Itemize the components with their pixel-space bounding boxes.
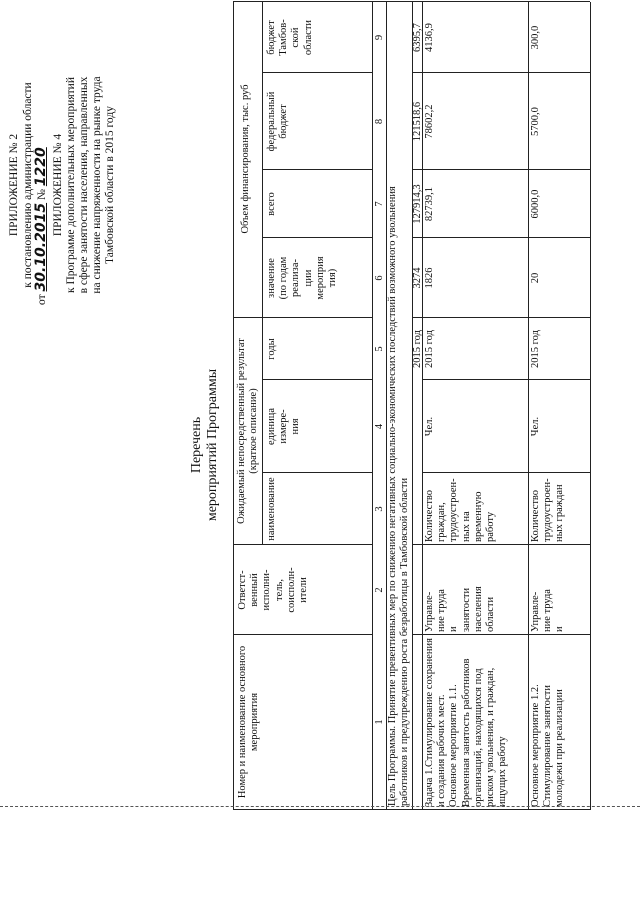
totals-value: 3274 xyxy=(412,267,423,289)
page-title: Перечень xyxy=(189,416,204,474)
row2-regional: 300,0 xyxy=(530,25,541,50)
row1-unit: Чел. xyxy=(424,416,435,437)
col-num-6: 6 xyxy=(374,275,385,281)
col-header-financing: Объем финансирования, тыс. руб xyxy=(240,84,251,234)
program-line-3: на снижение напряженности на рынке труда xyxy=(91,76,103,294)
row1-result-name: Количество граждан, трудоустроен- ных на временную работу xyxy=(424,478,497,542)
program-goal: Цель Программы. Принятие превентивных мер по снижению негативных социально-экономических последствий возможного увольнения работников и предупреждению роста безработицы в Тамбовской области xyxy=(387,186,411,806)
col-header-result: Ожидаемый непосредственный результат (краткое описание) xyxy=(236,338,260,524)
col-num-4: 4 xyxy=(374,423,385,430)
handwritten-date: 30.10.2015 xyxy=(33,202,49,292)
col-header-name: Номер и наименование основного мероприятия xyxy=(237,645,261,799)
col-num-2: 2 xyxy=(374,587,385,593)
program-line-4: Тамбовской области в 2015 году xyxy=(104,106,116,264)
row1-year: 2015 год xyxy=(424,330,435,368)
row2-year: 2015 год xyxy=(530,330,541,368)
number-prefix: № xyxy=(36,189,48,201)
col-num-1: 1 xyxy=(374,719,385,725)
row2-federal: 5700,0 xyxy=(530,107,541,136)
program-line-2: в сфере занятости населения, направленных xyxy=(78,76,90,294)
row2-total: 6000,0 xyxy=(530,189,541,219)
totals-regional: 6395,7 xyxy=(412,23,423,52)
row1-total: 82739,1 xyxy=(424,186,435,222)
col-header-result-name: наименование xyxy=(266,477,277,541)
date-number-line xyxy=(35,15,49,305)
appendix-4-title: ПРИЛОЖЕНИЕ № 4 xyxy=(52,133,64,237)
scan-fold-line xyxy=(0,806,640,807)
row1-regional: 4136,9 xyxy=(424,23,435,52)
col-header-regional: бюджет Тамбов- ской области xyxy=(266,19,314,56)
col-header-years: годы xyxy=(266,338,277,360)
col-num-7: 7 xyxy=(374,201,385,207)
col-header-total: всего xyxy=(266,192,277,216)
program-line-1: к Программе дополнительных мероприятий xyxy=(65,77,77,293)
appendix-2-title: ПРИЛОЖЕНИЕ № 2 xyxy=(8,133,20,237)
totals-total: 127914,3 xyxy=(412,184,423,224)
row2-unit: Чел. xyxy=(530,416,541,437)
col-header-value: значение (по годам реализа- ции мероприя тия) xyxy=(266,256,339,300)
col-num-5: 5 xyxy=(374,346,385,352)
col-header-federal: федеральный бюджет xyxy=(266,91,290,152)
col-num-9: 9 xyxy=(374,34,385,41)
totals-year: 2015 год xyxy=(412,330,423,368)
row1-name: Задача 1.Стимулирование сохранения и создания рабочих мест. Основное мероприятие 1.1. Временная занятость работников организаций, находящихся под риском увольнения, и граждан, ищущих работу xyxy=(424,638,509,807)
col-num-8: 8 xyxy=(374,118,385,125)
row2-responsible: Управле- ние труда и xyxy=(530,589,566,632)
totals-federal: 121518,6 xyxy=(412,101,423,142)
handwritten-number: 1220 xyxy=(33,147,49,187)
row2-result-name: Количество трудоустроен- ных граждан xyxy=(530,478,566,542)
col-num-3: 3 xyxy=(374,506,385,512)
row1-responsible: Управле- ние труда и занятости населения области xyxy=(424,586,497,632)
row1-value: 1826 xyxy=(424,267,435,289)
row1-federal: 78602,2 xyxy=(424,104,435,139)
col-header-responsible: Ответст- венный исполни- тель, соисполн- ители xyxy=(237,567,310,613)
row2-value: 20 xyxy=(530,272,541,284)
page-subtitle: мероприятий Программы xyxy=(205,368,220,522)
col-header-unit: единица измере- ния xyxy=(266,408,302,446)
row2-name: Основное мероприятие 1.2. Стимулирование занятости молодежи при реализации xyxy=(530,684,566,807)
resolution-reference: к постановлению администрации области xyxy=(22,82,34,288)
date-prefix: от xyxy=(36,294,48,305)
